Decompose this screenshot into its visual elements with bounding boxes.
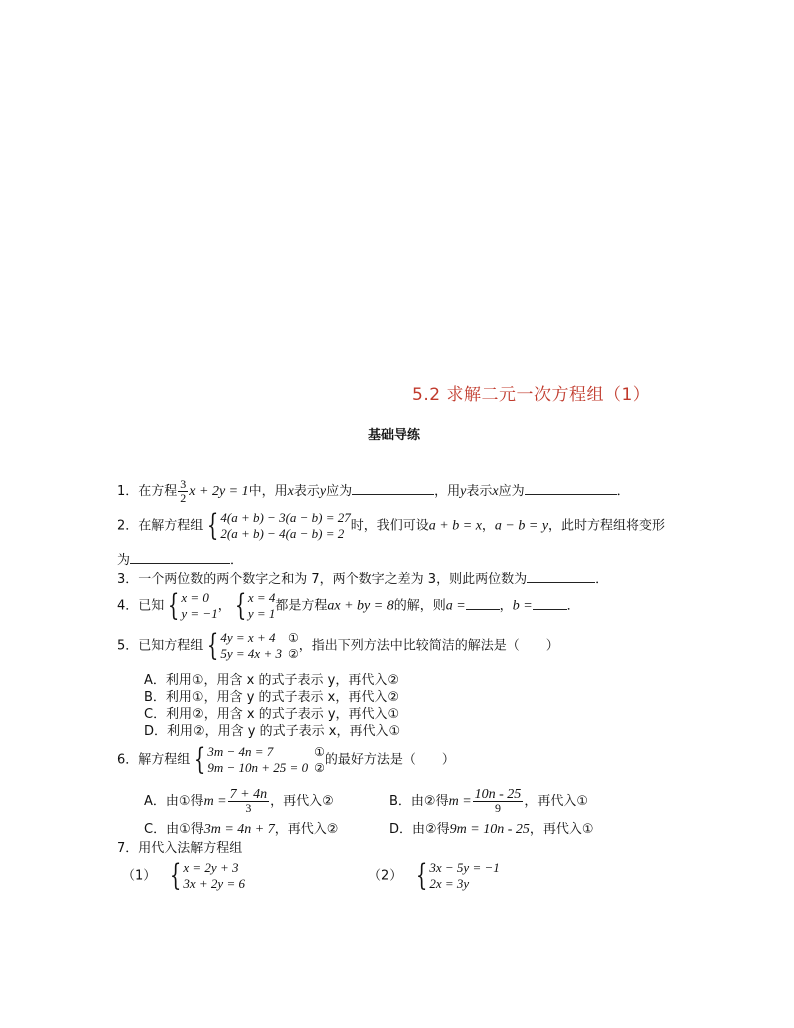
q4-s2-eq2: y = 1 <box>247 606 276 621</box>
q2-prefix: 2．在解方程组 <box>117 518 204 534</box>
q4-answer-blank-a[interactable] <box>466 597 500 610</box>
q6-optB-fraction <box>473 788 524 815</box>
q6-prefix: 6．解方程组 <box>117 752 191 768</box>
q6-optA-suffix: ，再代入② <box>270 794 334 809</box>
q3-end: ． <box>595 572 609 587</box>
brace-icon: { <box>207 628 219 663</box>
question-5 <box>117 630 559 662</box>
q1-var-x2: x <box>492 484 499 499</box>
q2-line2: 为 <box>117 553 131 568</box>
q7-p1-system <box>166 860 245 892</box>
q2-system <box>203 510 351 542</box>
brace-icon: { <box>234 588 246 623</box>
q6-option-c[interactable] <box>144 822 338 838</box>
q1-answer-blank-1[interactable] <box>352 482 434 495</box>
q4-s1-eq1: x = 0 <box>181 590 209 605</box>
q4-s2-eq1: x = 4 <box>247 590 276 605</box>
q1-end: ． <box>616 484 630 499</box>
q7-p2-eq2: 2x = 3y <box>429 876 470 891</box>
q6-eq2: 9m − 10n + 25 = 0 <box>207 760 309 775</box>
q5-prefix: 5．已知方程组 <box>117 638 204 654</box>
q6-optA-var: m = <box>203 794 227 809</box>
q1-answer-blank-2[interactable] <box>525 482 617 495</box>
q1-fraction <box>178 478 188 505</box>
question-6 <box>117 744 455 776</box>
q6-optD-prefix: D．由②得 <box>389 822 450 837</box>
q1-text-1: 中，用 <box>248 484 288 499</box>
q5-mark-2: ② <box>287 647 299 661</box>
q4-equation: ax + by = 8 <box>327 598 394 614</box>
q4-prefix: 4．已知 <box>117 598 165 614</box>
q2-eq2: 2(a + b) − 4(a − b) = 2 <box>220 526 345 541</box>
q2-text-2: ，此时方程组将变形 <box>548 518 666 534</box>
q6-optC-eq: 3m = 4n + 7 <box>203 822 275 837</box>
q1-text-3: 应为 <box>326 484 353 499</box>
brace-icon: { <box>194 742 206 777</box>
question-2 <box>117 510 665 542</box>
q7-p2-system <box>412 860 499 892</box>
brace-icon: { <box>207 508 219 543</box>
q1-equation: x + 2y = 1 <box>189 484 249 499</box>
q7-part-1 <box>122 860 245 892</box>
q4-a-label: a = <box>445 598 466 614</box>
q6-optA-num: 7 + 4n <box>229 787 268 802</box>
q5-eq2: 5y = 4x + 3 <box>220 646 282 661</box>
q5-mark-1: ① <box>287 631 299 645</box>
question-2-line2 <box>117 551 243 569</box>
q6-optD-eq: 9m = 10n - 25 <box>449 822 530 837</box>
q4-text-1: 都是方程 <box>275 598 328 614</box>
q4-sep: ， <box>499 598 513 614</box>
q2-end: ． <box>230 553 244 568</box>
q6-option-d[interactable] <box>389 822 594 838</box>
brace-icon: { <box>168 588 180 623</box>
q5-option-a[interactable]: A．利用①，用含 x 的式子表示 y，再代入② <box>144 673 399 688</box>
q2-eq1: 4(a + b) − 3(a − b) = 27 <box>220 510 351 525</box>
q6-mark-1: ① <box>314 745 325 759</box>
q1-text-6: 应为 <box>498 484 525 499</box>
brace-icon: { <box>416 858 428 893</box>
q1-var-y: y <box>319 484 327 499</box>
q3-answer-blank[interactable] <box>527 570 595 583</box>
q4-system-1 <box>164 590 217 622</box>
question-3 <box>117 570 608 588</box>
question-4 <box>117 590 580 622</box>
q6-optB-den: 9 <box>494 801 501 815</box>
q6-system <box>190 744 325 776</box>
q5-option-c[interactable]: C．利用②，用含 x 的式子表示 y，再代入① <box>144 707 400 722</box>
q6-option-b[interactable] <box>389 788 588 815</box>
q5-suffix: ，指出下列方法中比较简洁的解法是（ ） <box>298 638 559 654</box>
q5-option-d[interactable]: D．利用②，用含 y 的式子表示 x，再代入① <box>144 724 401 739</box>
q4-end: ． <box>566 598 580 614</box>
q7-p2-eq1: 3x − 5y = −1 <box>429 860 500 875</box>
q1-var-y2: y <box>460 484 467 499</box>
q6-optB-var: m = <box>448 794 472 809</box>
q1-var-x: x <box>287 484 294 499</box>
brace-icon: { <box>170 858 182 893</box>
q1-text-4: ，用 <box>434 484 461 499</box>
q5-option-b[interactable]: B．利用①，用含 y 的式子表示 x，再代入② <box>144 690 400 705</box>
q7-p2-label: （2） <box>368 868 403 884</box>
q6-suffix: 的最好方法是（ ） <box>324 752 455 768</box>
q4-answer-blank-b[interactable] <box>533 597 567 610</box>
q2-comma: ， <box>481 518 495 534</box>
q6-optB-num: 10n - 25 <box>474 787 522 802</box>
q2-answer-blank[interactable] <box>130 551 230 564</box>
q1-text-5: 表示 <box>466 484 493 499</box>
q7-p1-eq1: x = 2y + 3 <box>183 860 239 875</box>
question-1 <box>117 478 630 505</box>
q5-system <box>203 630 298 662</box>
q6-optB-prefix: B．由②得 <box>389 794 449 809</box>
q4-text-2: 的解，则 <box>393 598 446 614</box>
q1-frac-num: 3 <box>180 477 187 491</box>
q6-optD-suffix: ，再代入① <box>529 822 594 837</box>
q7-part-2 <box>368 860 500 892</box>
q6-optA-prefix: A．由①得 <box>144 794 204 809</box>
q7-p1-eq2: 3x + 2y = 6 <box>183 876 245 891</box>
q6-optC-suffix: ，再代入② <box>274 822 339 837</box>
q6-mark-2: ② <box>314 761 325 775</box>
q1-frac-den: 2 <box>180 491 187 505</box>
q6-eq1: 3m − 4n = 7 <box>207 744 274 759</box>
q6-option-a[interactable] <box>144 788 334 815</box>
q2-sub2: a − b = y <box>494 518 549 534</box>
q1-prefix: 1．在方程 <box>117 484 178 499</box>
q6-optA-fraction <box>228 788 269 815</box>
question-7: 7．用代入法解方程组 <box>117 841 243 856</box>
q2-text-1: 时，我们可设 <box>350 518 429 534</box>
q4-s1-eq2: y = −1 <box>181 606 218 621</box>
q4-comma: ， <box>217 598 231 614</box>
q6-optC-prefix: C．由①得 <box>144 822 204 837</box>
q5-eq1: 4y = x + 4 <box>220 630 276 645</box>
q1-text-2: 表示 <box>293 484 320 499</box>
q6-optB-suffix: ，再代入① <box>524 794 588 809</box>
q2-sub1: a + b = x <box>428 518 482 534</box>
q3-text: 3．一个两位数的两个数字之和为 7，两个数字之差为 3，则此两位数为 <box>117 572 528 587</box>
q4-system-2 <box>231 590 276 622</box>
q4-b-label: b = <box>512 598 533 614</box>
section-subtitle: 基础导练 <box>368 428 421 443</box>
q7-p1-label: （1） <box>122 868 157 884</box>
q6-optA-den: 3 <box>245 801 252 815</box>
page-title: 5.2 求解二元一次方程组（1） <box>412 385 651 405</box>
